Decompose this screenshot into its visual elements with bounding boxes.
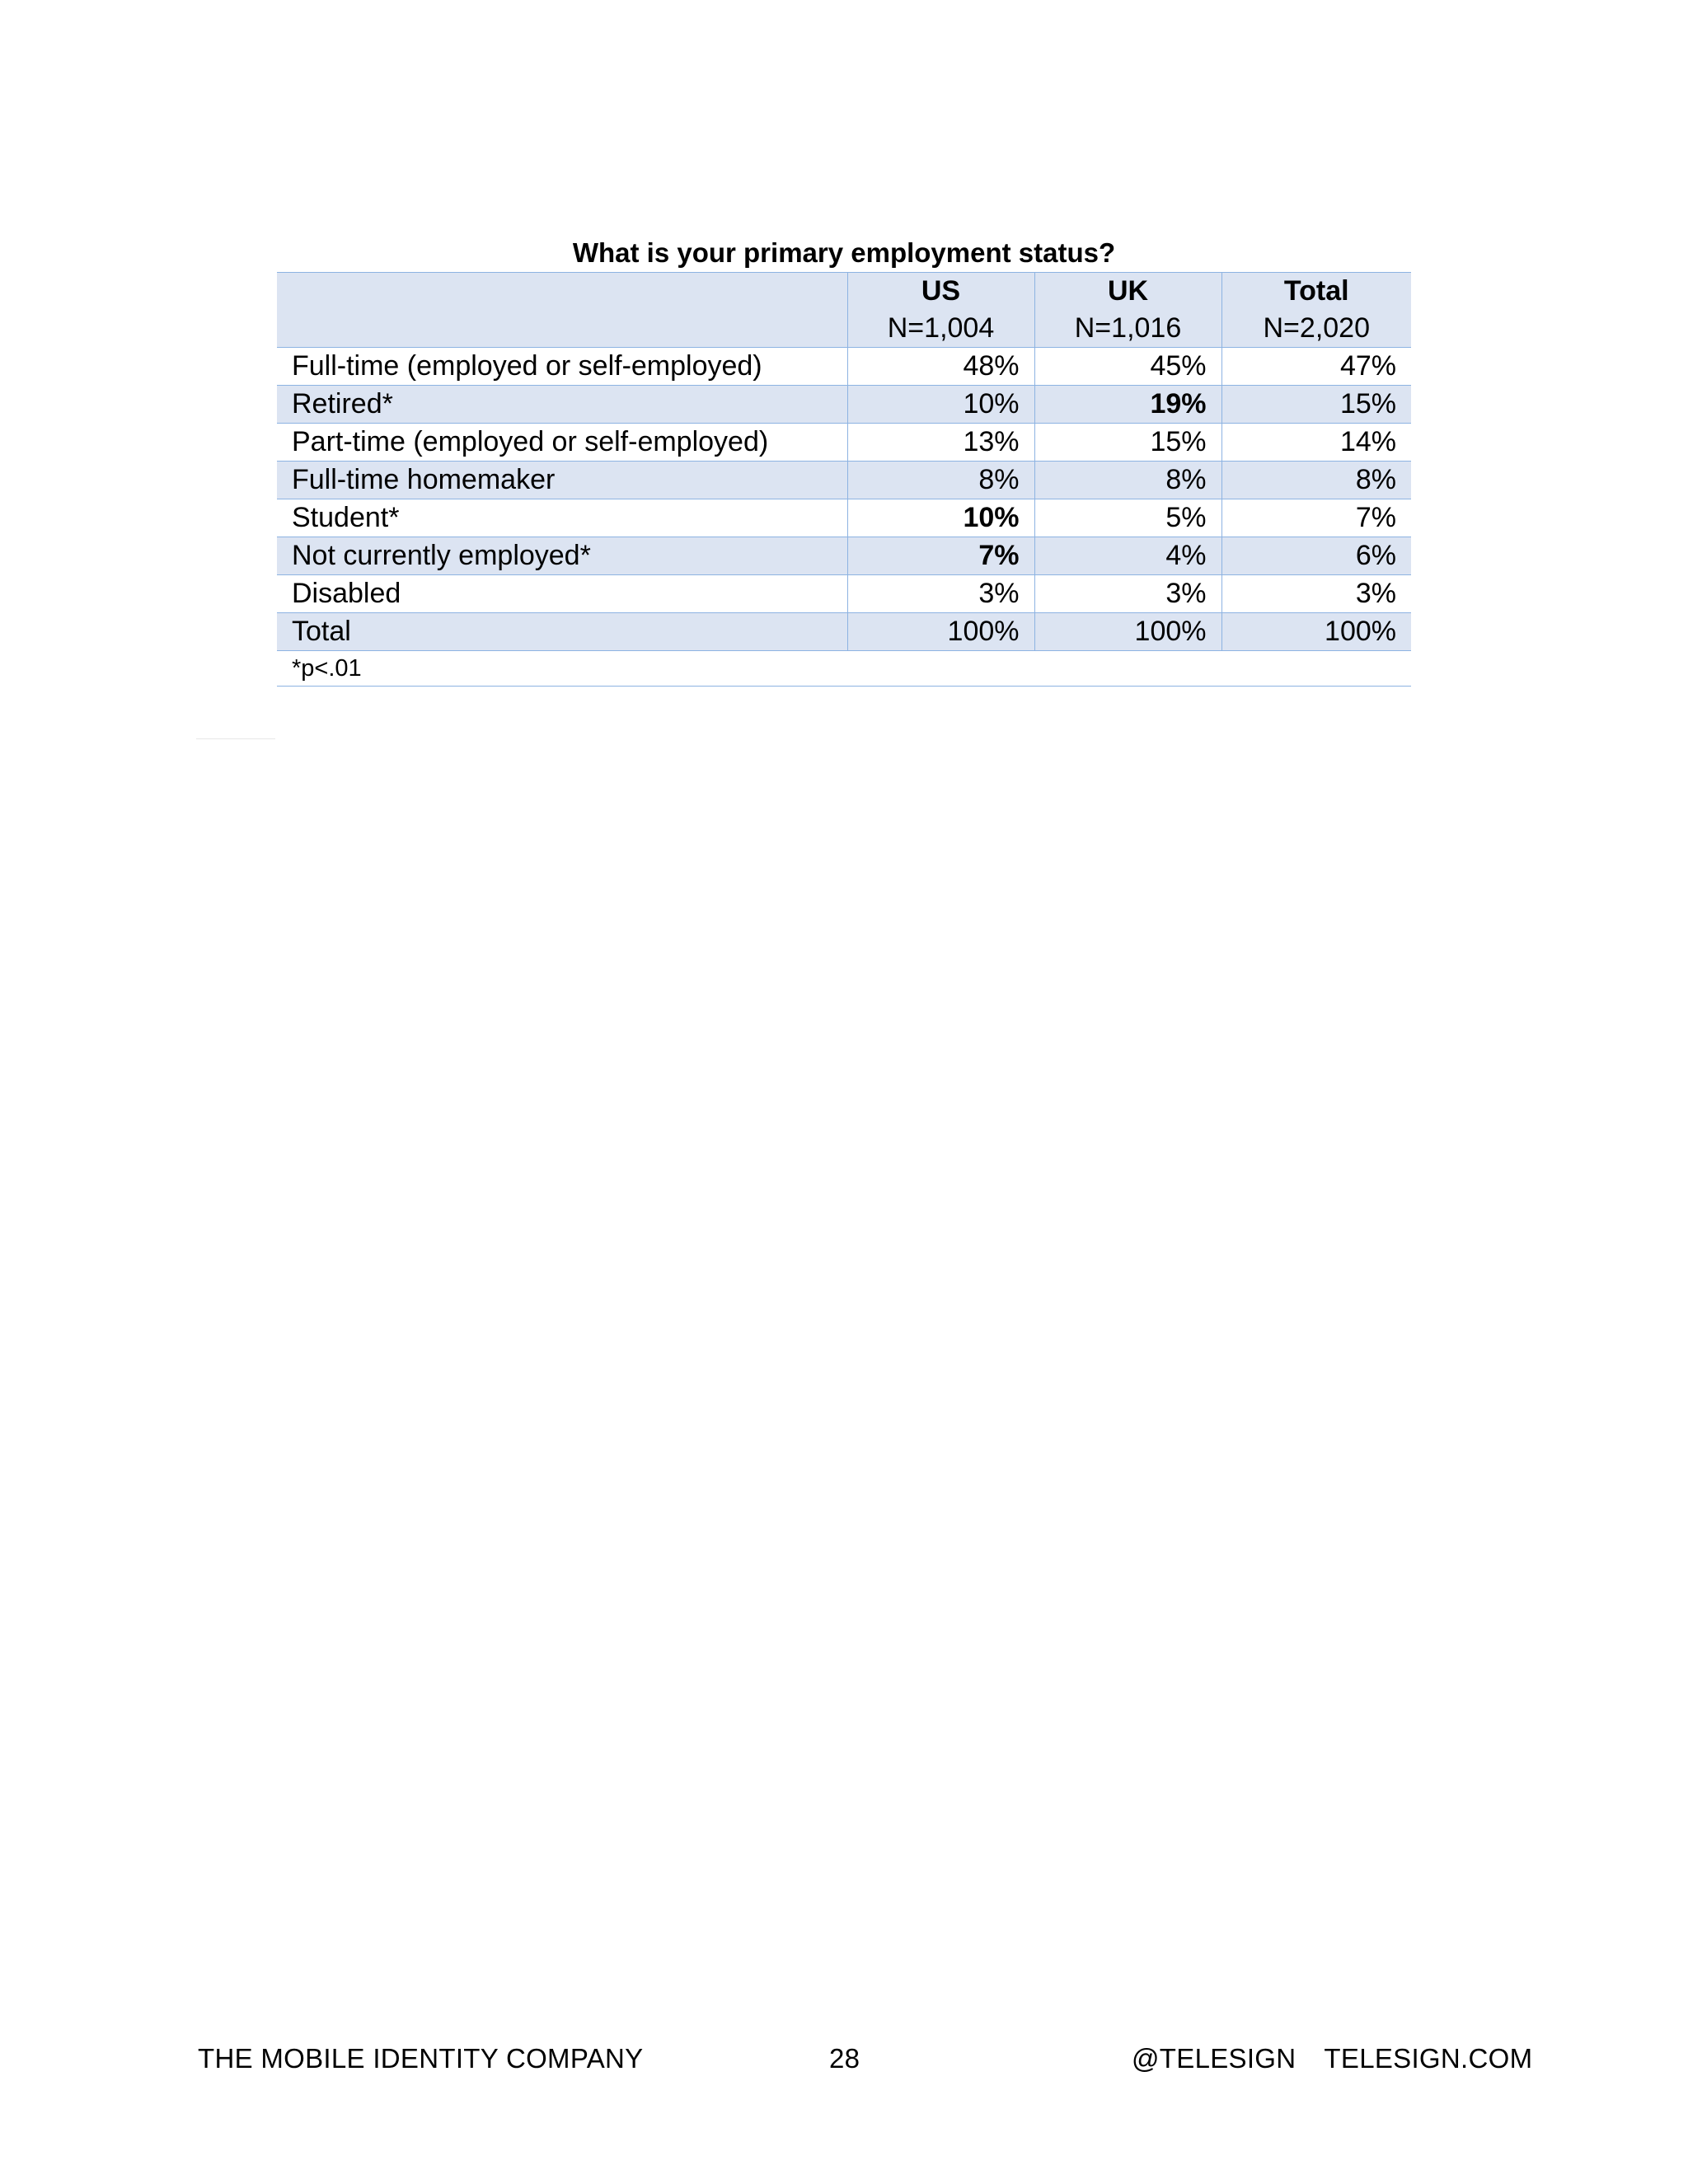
row-label: Retired* xyxy=(277,386,847,424)
value-uk: 8% xyxy=(1034,462,1221,499)
table-body xyxy=(277,348,1411,687)
column-name: US xyxy=(921,275,961,307)
row-label: Total xyxy=(277,613,847,651)
value-total: 8% xyxy=(1221,462,1411,499)
footer-company: THE MOBILE IDENTITY COMPANY xyxy=(198,2043,644,2074)
column-sample-size: N=1,016 xyxy=(1074,312,1182,344)
employment-status-table xyxy=(277,272,1411,687)
footer-contact xyxy=(1132,2042,1532,2075)
value-uk: 5% xyxy=(1034,499,1221,537)
table-note-row xyxy=(277,651,1411,687)
value-us: 48% xyxy=(847,348,1034,386)
footer-website: TELESIGN.COM xyxy=(1324,2043,1533,2074)
value-uk: 45% xyxy=(1034,348,1221,386)
column-name: Total xyxy=(1283,275,1349,307)
value-total: 6% xyxy=(1221,537,1411,575)
divider xyxy=(196,738,275,739)
header-us xyxy=(847,273,1034,348)
column-name: UK xyxy=(1107,275,1149,307)
table-row xyxy=(277,575,1411,613)
value-uk: 3% xyxy=(1034,575,1221,613)
row-label: Student* xyxy=(277,499,847,537)
column-sample-size: N=1,004 xyxy=(887,312,995,344)
value-total: 7% xyxy=(1221,499,1411,537)
row-label: Part-time (employed or self-employed) xyxy=(277,424,847,462)
table-title: What is your primary employment status? xyxy=(572,237,1116,268)
table-row xyxy=(277,462,1411,499)
value-uk: 100% xyxy=(1034,613,1221,651)
value-total: 100% xyxy=(1221,613,1411,651)
row-label: Full-time homemaker xyxy=(277,462,847,499)
value-uk: 15% xyxy=(1034,424,1221,462)
value-us: 13% xyxy=(847,424,1034,462)
table-row xyxy=(277,613,1411,651)
header-label-cell xyxy=(277,273,847,348)
row-label: Full-time (employed or self-employed) xyxy=(277,348,847,386)
table-row xyxy=(277,348,1411,386)
value-uk: 4% xyxy=(1034,537,1221,575)
value-uk: 19% xyxy=(1034,386,1221,424)
header-uk xyxy=(1034,273,1221,348)
row-label: Disabled xyxy=(277,575,847,613)
header-total xyxy=(1221,273,1411,348)
significance-note: *p<.01 xyxy=(277,651,1411,687)
table-row xyxy=(277,386,1411,424)
value-us: 10% xyxy=(847,386,1034,424)
value-us: 100% xyxy=(847,613,1034,651)
column-sample-size: N=2,020 xyxy=(1263,312,1370,344)
row-label: Not currently employed* xyxy=(277,537,847,575)
footer-handle: @TELESIGN xyxy=(1132,2043,1296,2074)
value-total: 47% xyxy=(1221,348,1411,386)
value-us: 10% xyxy=(847,499,1034,537)
table-row xyxy=(277,537,1411,575)
value-total: 3% xyxy=(1221,575,1411,613)
value-us: 8% xyxy=(847,462,1034,499)
value-total: 14% xyxy=(1221,424,1411,462)
table-row xyxy=(277,499,1411,537)
table-row xyxy=(277,424,1411,462)
value-us: 3% xyxy=(847,575,1034,613)
table-header-row xyxy=(277,273,1411,348)
value-total: 15% xyxy=(1221,386,1411,424)
page-number: 28 xyxy=(829,2043,860,2074)
value-us: 7% xyxy=(847,537,1034,575)
